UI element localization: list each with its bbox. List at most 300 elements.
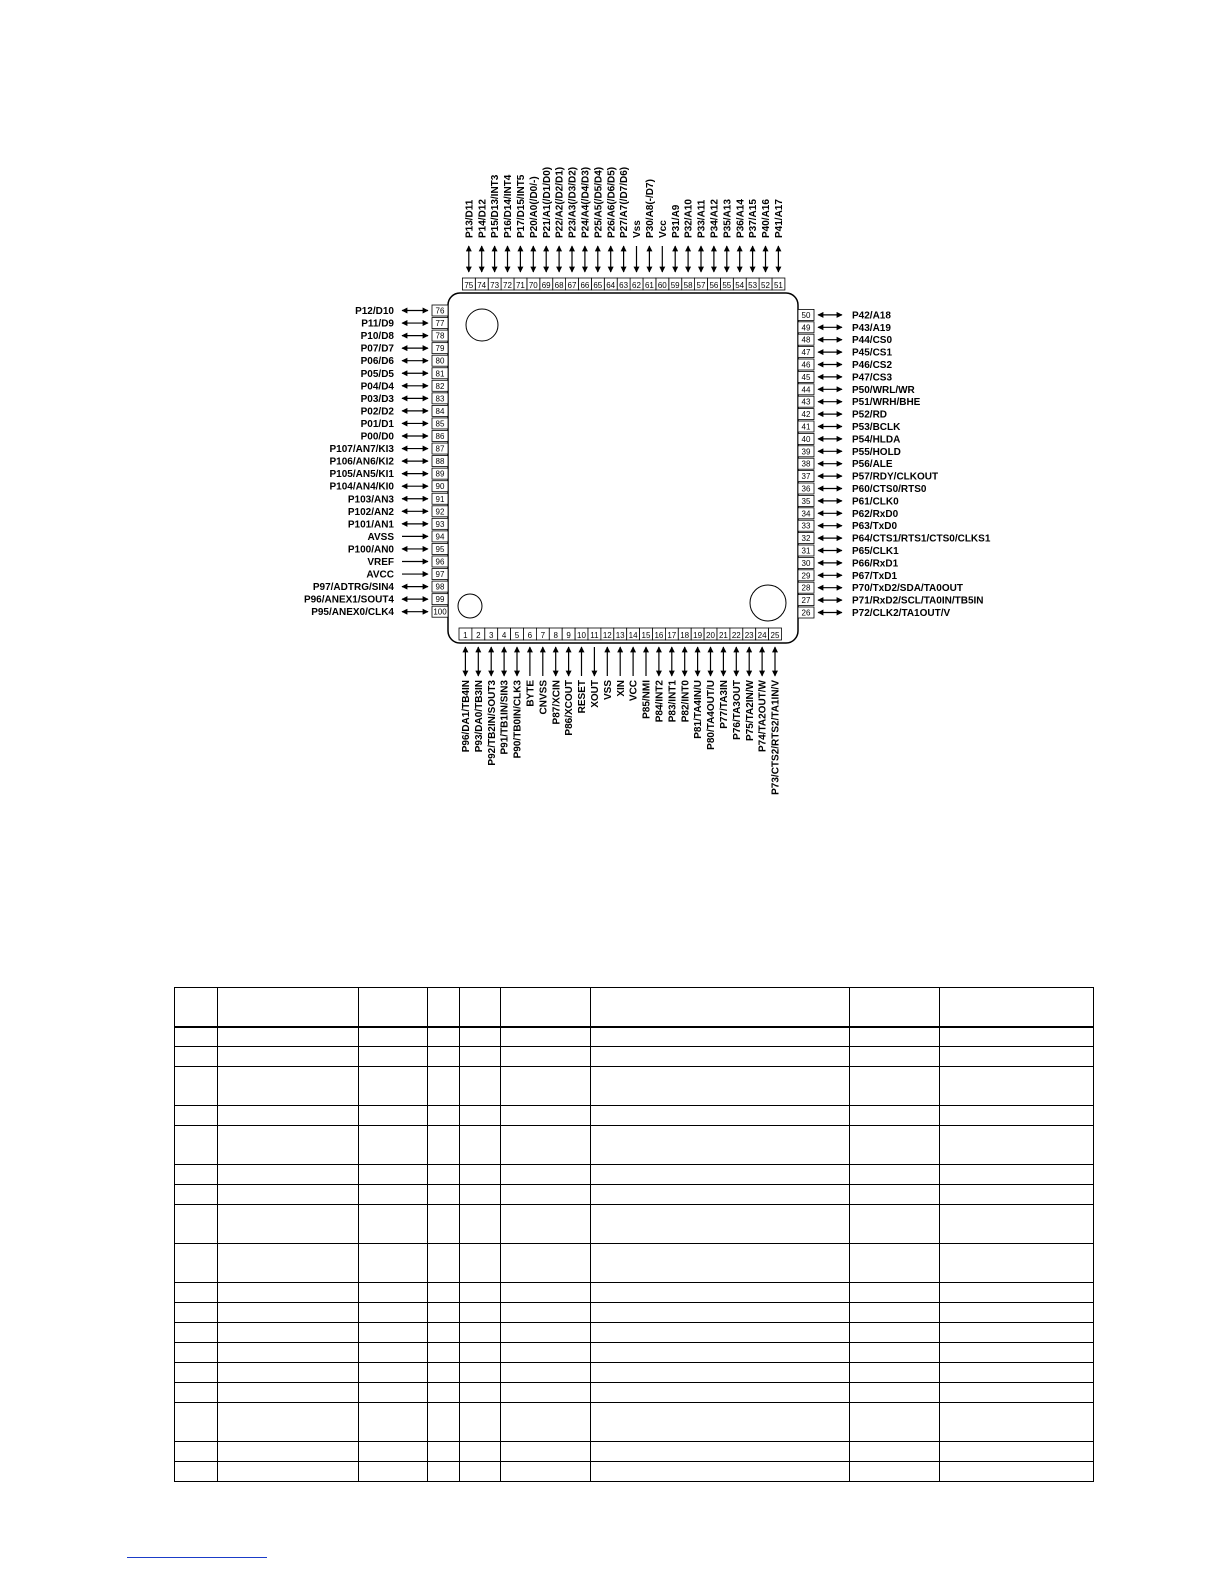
pin-number: 33 <box>801 521 811 531</box>
pin-label: P77/TA3IN <box>719 680 730 729</box>
table-cell <box>501 1303 591 1323</box>
pin-label: P101/AN1 <box>347 519 394 531</box>
table-cell <box>428 1363 460 1383</box>
pin-number: 90 <box>435 482 445 492</box>
pin-46 <box>798 359 892 371</box>
pin-98 <box>313 581 448 593</box>
pin-number: 8 <box>553 631 558 640</box>
pin-number: 87 <box>435 444 445 454</box>
table-cell <box>850 1165 940 1185</box>
table-cell <box>428 1027 460 1047</box>
pin-number: 65 <box>593 281 603 290</box>
table-cell <box>359 1403 428 1442</box>
pin-3 <box>485 628 498 766</box>
pin-9 <box>562 628 575 736</box>
pin-label: P27/A7(/D7/D6) <box>619 166 631 238</box>
table-cell <box>428 1462 460 1482</box>
pin-label: P31/A9 <box>670 204 682 238</box>
pin-label: P83/INT1 <box>667 680 679 723</box>
pin-89 <box>330 468 448 480</box>
table-cell <box>175 1462 218 1482</box>
table-cell <box>591 1027 850 1047</box>
pin-number: 13 <box>615 631 625 640</box>
table-cell <box>501 988 591 1027</box>
pin-label: P62/RxD0 <box>852 508 899 520</box>
pin-number: 39 <box>801 447 811 457</box>
pin-label: P46/CS2 <box>852 360 893 371</box>
table-cell <box>850 1323 940 1343</box>
table-cell <box>218 1185 359 1205</box>
table-cell <box>940 1106 1094 1126</box>
pin-number: 97 <box>435 570 445 580</box>
pin-label: CNVSS <box>538 680 550 715</box>
pin-table <box>174 987 1094 1482</box>
table-row <box>175 1185 1094 1205</box>
pin-number: 51 <box>773 281 783 290</box>
table-cell <box>428 1165 460 1185</box>
table-cell <box>428 1067 460 1106</box>
pin-label: P32/A10 <box>683 199 695 238</box>
pin-97 <box>366 569 448 581</box>
table-row <box>175 1343 1094 1363</box>
table-cell <box>359 1106 428 1126</box>
table-cell <box>850 1442 940 1462</box>
pin-number: 79 <box>435 344 445 354</box>
pin-66 <box>579 167 592 290</box>
table-cell <box>591 1303 850 1323</box>
pin-number: 31 <box>801 546 811 556</box>
pin-label: P44/CS0 <box>852 335 893 347</box>
pin-label: P42/A18 <box>852 310 891 322</box>
pin-label: P63/TxD0 <box>852 521 898 533</box>
table-cell <box>850 1343 940 1363</box>
pin-label: P16/D14/INT4 <box>503 174 515 238</box>
table-cell <box>175 1185 218 1205</box>
table-cell <box>460 988 501 1027</box>
pin-label: P87/XCIN <box>551 680 563 725</box>
pin-48 <box>798 334 892 346</box>
pin-52 <box>759 199 772 290</box>
pin-number: 82 <box>435 381 445 391</box>
pin-label: Vcc <box>657 220 669 238</box>
table-cell <box>460 1343 501 1363</box>
pin-14 <box>627 628 640 701</box>
pin-68 <box>553 167 566 290</box>
table-cell <box>501 1106 591 1126</box>
pin-20 <box>704 628 717 750</box>
pin-label: P35/A13 <box>722 199 734 238</box>
pin-label: P12/D10 <box>355 306 394 317</box>
table-cell <box>460 1185 501 1205</box>
pin-76 <box>355 305 448 317</box>
table-cell <box>850 1106 940 1126</box>
pin-number: 38 <box>801 459 811 469</box>
pin-number: 59 <box>670 281 680 290</box>
table-cell <box>175 1442 218 1462</box>
pin-label: P50/WRL/WR <box>852 384 915 396</box>
pin-label: P26/A6(/D6/D5) <box>606 166 618 238</box>
table-cell <box>501 1165 591 1185</box>
table-cell <box>175 1363 218 1383</box>
pin-label: P91/TB1IN/SIN3 <box>499 680 511 755</box>
pin-number: 41 <box>801 422 811 432</box>
table-cell <box>501 1363 591 1383</box>
pin-number: 40 <box>801 434 811 444</box>
pin-number: 95 <box>435 544 445 554</box>
table-cell <box>850 988 940 1027</box>
table-cell <box>218 1027 359 1047</box>
table-cell <box>591 1462 850 1482</box>
table-row <box>175 1244 1094 1283</box>
pin-label: P04/D4 <box>360 381 394 393</box>
table-cell <box>359 1047 428 1067</box>
pin-number: 34 <box>801 509 811 519</box>
pin-5 <box>511 628 524 758</box>
table-cell <box>175 1047 218 1067</box>
pin-label: Vss <box>632 220 644 238</box>
pin-43 <box>798 396 921 408</box>
pin-number: 9 <box>566 631 571 640</box>
pin-number: 16 <box>654 631 664 640</box>
pin-label: XOUT <box>590 680 601 708</box>
table-cell <box>940 1027 1094 1047</box>
pin-number: 55 <box>722 281 732 290</box>
pin-number: 2 <box>476 631 481 640</box>
table-cell <box>850 1462 940 1482</box>
table-cell <box>591 1403 850 1442</box>
table-cell <box>359 988 428 1027</box>
table-cell <box>591 1165 850 1185</box>
table-cell <box>940 1363 1094 1383</box>
table-cell <box>428 1303 460 1323</box>
table-cell <box>359 1343 428 1363</box>
table-cell <box>460 1244 501 1283</box>
table-row <box>175 1442 1094 1462</box>
pin-32 <box>798 533 991 545</box>
pin-25 <box>769 628 782 795</box>
table-cell <box>218 1303 359 1323</box>
pin-label: P71/RxD2/SCL/TA0IN/TB5IN <box>852 595 984 607</box>
pin-number: 78 <box>435 331 445 341</box>
pin-label: P20/A0(/D0/-) <box>528 176 540 238</box>
pin-label: P96/DA1/TB4IN <box>461 680 472 753</box>
table-cell <box>359 1363 428 1383</box>
pin-number: 45 <box>801 372 811 382</box>
pin-number: 48 <box>801 335 811 345</box>
pin-65 <box>591 167 604 290</box>
pin-51 <box>772 199 785 290</box>
pin-label: P104/AN4/KI0 <box>329 481 394 493</box>
pin-74 <box>475 199 488 290</box>
pin-label: P72/CLK2/TA1OUT/V <box>852 608 951 619</box>
pin-label: P54/HLDA <box>852 434 901 446</box>
pin-78 <box>361 330 448 342</box>
pin-number: 21 <box>718 631 728 640</box>
pin-label: P92/TB2IN/SOUT3 <box>486 680 498 766</box>
table-cell <box>359 1442 428 1462</box>
table-cell <box>460 1383 501 1403</box>
table-cell <box>359 1244 428 1283</box>
table-row <box>175 1165 1094 1185</box>
table-row <box>175 1383 1094 1403</box>
pin-number: 63 <box>619 281 629 290</box>
pin-72 <box>501 174 514 290</box>
table-cell <box>591 988 850 1027</box>
table-cell <box>428 1205 460 1244</box>
table-cell <box>428 1323 460 1343</box>
pin-number: 49 <box>801 323 811 333</box>
pin-label: BYTE <box>525 680 537 707</box>
pin-number: 17 <box>667 631 677 640</box>
table-cell <box>591 1323 850 1343</box>
table-cell <box>850 1303 940 1323</box>
table-cell <box>460 1027 501 1047</box>
pin-63 <box>617 167 630 290</box>
pin-number: 44 <box>801 385 811 395</box>
pin-label: P64/CTS1/RTS1/CTS0/CLKS1 <box>852 533 991 545</box>
pin-53 <box>746 199 759 290</box>
table-cell <box>428 1185 460 1205</box>
table-cell <box>591 1363 850 1383</box>
pin-44 <box>798 384 916 396</box>
pin-number: 26 <box>801 608 811 618</box>
table-cell <box>460 1283 501 1303</box>
pin-67 <box>566 167 579 290</box>
pin-label: P30/A8(-/D7) <box>645 179 656 238</box>
pin-81 <box>361 368 448 380</box>
pin-label: VCC <box>628 680 640 702</box>
pin-number: 18 <box>680 631 690 640</box>
table-cell <box>428 1106 460 1126</box>
table-cell <box>175 1403 218 1442</box>
table-cell <box>218 1363 359 1383</box>
pin-label: RESET <box>577 680 589 714</box>
table-cell <box>940 1185 1094 1205</box>
pin-96 <box>367 556 448 568</box>
pin-number: 36 <box>801 484 811 494</box>
pin-label: P21/A1(/D1/D0) <box>541 166 553 238</box>
pin-number: 6 <box>527 631 533 640</box>
pin-number: 60 <box>657 281 667 290</box>
pin-number: 94 <box>435 532 445 542</box>
pin-number: 28 <box>801 583 811 593</box>
pin-label: VSS <box>602 680 614 701</box>
pin-label: P70/TxD2/SDA/TA0OUT <box>852 583 963 595</box>
table-cell <box>940 1067 1094 1106</box>
pin-label: P03/D3 <box>360 393 394 405</box>
table-cell <box>850 1185 940 1205</box>
table-cell <box>940 1205 1094 1244</box>
pin-number: 35 <box>801 496 811 506</box>
table-cell <box>460 1462 501 1482</box>
pin-label: P43/A19 <box>852 322 891 334</box>
pin-64 <box>604 167 617 290</box>
pin-29 <box>798 570 897 582</box>
pin-label: P86/XCOUT <box>564 680 576 736</box>
table-cell <box>591 1126 850 1165</box>
pin-number: 37 <box>801 472 811 482</box>
pin-91 <box>348 493 448 505</box>
pin-number: 46 <box>801 360 811 370</box>
table-cell <box>460 1363 501 1383</box>
pin-label: P67/TxD1 <box>852 570 898 582</box>
pin-number: 23 <box>744 631 754 640</box>
table-cell <box>501 1126 591 1165</box>
table-cell <box>175 1205 218 1244</box>
table-cell <box>850 1363 940 1383</box>
pin-86 <box>361 431 448 443</box>
pin-number: 14 <box>628 631 638 640</box>
pin-95 <box>348 543 448 555</box>
pin-label: P36/A14 <box>735 199 747 238</box>
pin-50 <box>798 309 891 321</box>
pin-number: 47 <box>801 348 811 358</box>
pin-number: 54 <box>735 281 745 290</box>
pin-number: 68 <box>554 281 564 290</box>
pin-number: 4 <box>501 631 507 640</box>
table-cell <box>175 988 218 1027</box>
pin-label: P85/NMI <box>641 680 653 719</box>
table-cell <box>940 1126 1094 1165</box>
pin-label: P65/CLK1 <box>852 546 899 557</box>
chip-package-outline <box>448 293 798 643</box>
table-cell <box>175 1323 218 1343</box>
table-header-row <box>175 988 1094 1027</box>
table-cell <box>501 1047 591 1067</box>
pin-label: VREF <box>367 557 394 568</box>
table-row <box>175 1303 1094 1323</box>
table-cell <box>850 1126 940 1165</box>
pin-label: P81/TA4IN/U <box>693 680 705 739</box>
pin-1 <box>459 628 472 752</box>
pin-label: P102/AN2 <box>347 506 394 518</box>
pin-12 <box>601 628 614 700</box>
table-cell <box>359 1383 428 1403</box>
pin-label: P56/ALE <box>852 459 893 471</box>
table-cell <box>940 1403 1094 1442</box>
table-cell <box>175 1126 218 1165</box>
pin-label: P00/D0 <box>360 431 394 443</box>
pin-99 <box>304 594 448 606</box>
pin-57 <box>695 199 708 290</box>
pin-label: P15/D13/INT3 <box>490 174 502 238</box>
table-row <box>175 1205 1094 1244</box>
pin-label: P93/DA0/TB3IN <box>473 680 485 753</box>
pin-24 <box>756 628 769 752</box>
pin-33 <box>798 520 897 532</box>
pin-label: P07/D7 <box>360 343 394 355</box>
pin-label: P97/ADTRG/SIN4 <box>312 582 394 594</box>
table-cell <box>218 1403 359 1442</box>
pin-label: P06/D6 <box>360 356 394 368</box>
table-cell <box>428 1343 460 1363</box>
pin-label: P75/TA2IN/W <box>744 680 756 741</box>
table-cell <box>850 1283 940 1303</box>
pin-number: 88 <box>435 457 445 467</box>
table-cell <box>591 1383 850 1403</box>
table-cell <box>850 1047 940 1067</box>
table-cell <box>460 1205 501 1244</box>
pin-label: P22/A2(/D2/D1) <box>554 166 566 238</box>
table-cell <box>850 1244 940 1283</box>
pin-label: P17/D15/INT5 <box>516 174 527 238</box>
pin-23 <box>743 628 756 741</box>
pin-number: 85 <box>435 419 445 429</box>
table-row <box>175 1403 1094 1442</box>
pin-number: 32 <box>801 534 811 544</box>
table-row <box>175 1067 1094 1106</box>
pin-73 <box>488 174 501 290</box>
table-cell <box>850 1383 940 1403</box>
pin-61 <box>643 179 656 290</box>
pin-number: 27 <box>801 596 811 606</box>
pin-26 <box>798 607 950 619</box>
table-cell <box>428 1244 460 1283</box>
pin-label: P60/CTS0/RTS0 <box>852 484 927 495</box>
pin-6 <box>524 628 537 707</box>
pin-number: 24 <box>757 631 767 640</box>
table-cell <box>460 1323 501 1343</box>
pin-100 <box>311 606 448 618</box>
table-cell <box>218 1283 359 1303</box>
pin-label: P14/D12 <box>477 199 489 238</box>
table-cell <box>850 1403 940 1442</box>
pin-number: 61 <box>644 281 654 290</box>
pin-label: P51/WRH/BHE <box>852 397 921 409</box>
pin-label: P52/RD <box>852 409 888 421</box>
table-cell <box>591 1442 850 1462</box>
pin-58 <box>682 199 695 290</box>
pin-31 <box>798 545 899 557</box>
pin-45 <box>798 371 892 383</box>
pin-number: 11 <box>590 631 599 640</box>
pin-94 <box>368 531 449 543</box>
pin-number: 86 <box>435 432 445 441</box>
table-cell <box>359 1027 428 1047</box>
table-cell <box>501 1283 591 1303</box>
pin-label: P10/D8 <box>360 331 394 343</box>
pin-label: P95/ANEX0/CLK4 <box>311 607 394 619</box>
pin-label: P61/CLK0 <box>852 496 899 508</box>
pin-47 <box>798 347 892 359</box>
pin-number: 72 <box>503 281 512 290</box>
pin-number: 80 <box>435 356 445 366</box>
table-cell <box>218 1067 359 1106</box>
pin-label: P55/HOLD <box>852 446 901 458</box>
pin-36 <box>798 483 927 495</box>
pin-41 <box>798 421 901 433</box>
table-cell <box>359 1067 428 1106</box>
pin-number: 77 <box>435 319 445 329</box>
table-cell <box>940 988 1094 1027</box>
table-cell <box>591 1244 850 1283</box>
table-cell <box>501 1027 591 1047</box>
pin-27 <box>798 595 984 607</box>
pin-34 <box>798 508 899 520</box>
pin-88 <box>330 456 448 468</box>
pin-label: P84/INT2 <box>654 680 666 723</box>
pin-number: 43 <box>801 397 811 407</box>
pin-number: 69 <box>541 281 551 290</box>
table-cell <box>591 1343 850 1363</box>
pin-label: P73/CTS2/RTS2/TA1IN/V <box>770 680 782 795</box>
pin-number: 66 <box>580 281 590 290</box>
pin-label: XIN <box>615 680 627 697</box>
pin-71 <box>514 174 527 290</box>
table-cell <box>591 1106 850 1126</box>
pin-number: 7 <box>540 631 546 640</box>
pin-56 <box>708 199 721 290</box>
